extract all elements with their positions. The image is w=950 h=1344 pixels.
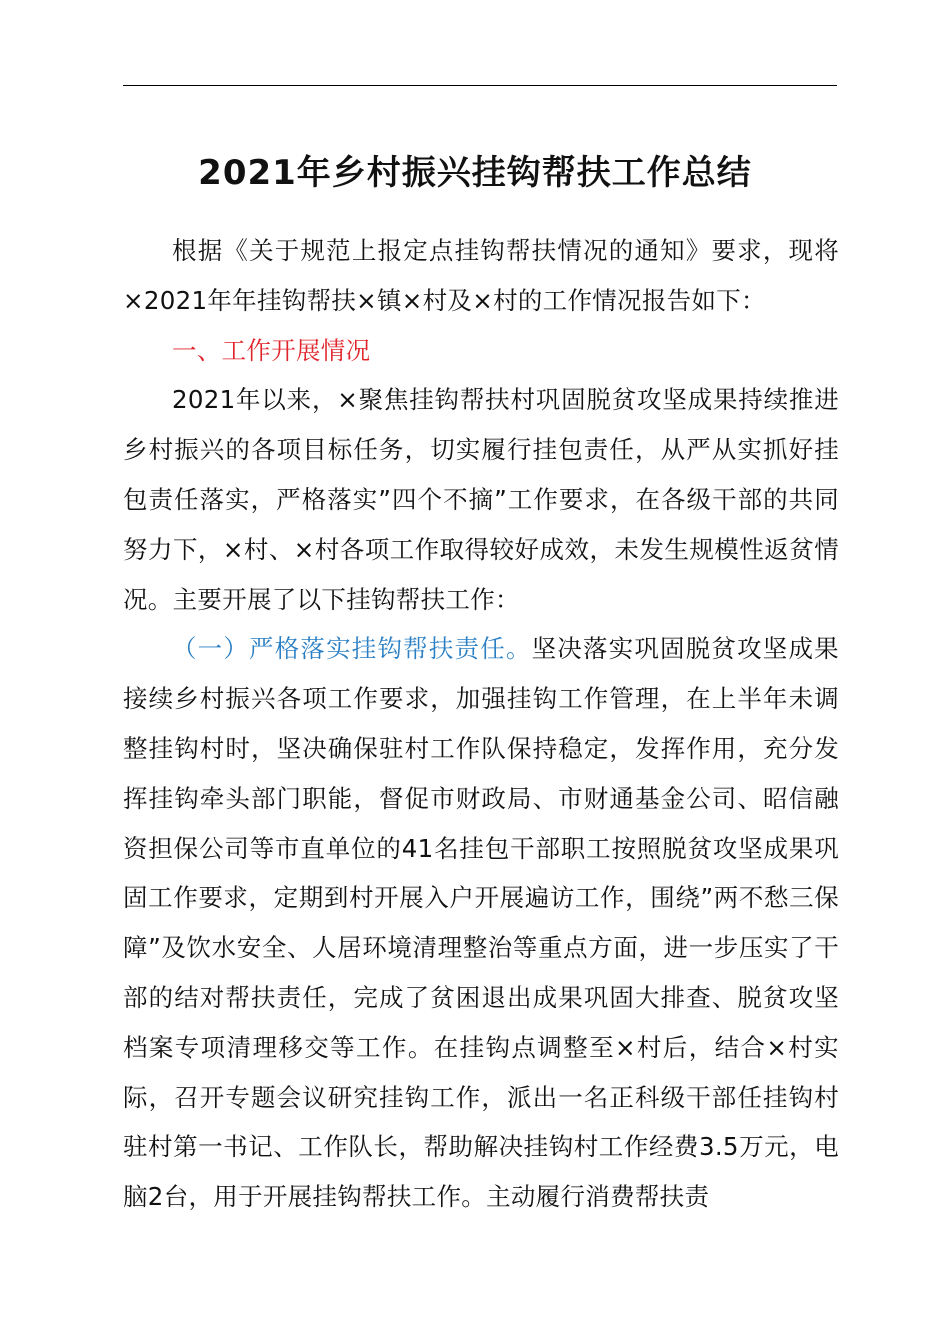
- header-rule: [123, 85, 837, 86]
- subsection-body: 坚决落实巩固脱贫攻坚成果接续乡村振兴各项工作要求，加强挂钩工作管理，在上半年未调整挂钩村时，坚决确保驻村工作队保持稳定，发挥作用，充分发挥挂钩牵头部门职能，督促市财政局、市财通基金公司、昭信融资担保公司等市直单位的41名挂包干部职工按照脱贫攻坚成果巩固工作要求，定期到村开展入户开展遍访工作，围绕”两不愁三保障”及饮水安全、人居环境清理整治等重点方面，进一步压实了干部的结对帮扶责任，完成了贫困退出成果巩固大排查、脱贫攻坚档案专项清理移交等工作。在挂钩点调整至×村后，结合×村实际，召开专题会议研究挂钩工作，派出一名正科级干部任挂钩村驻村第一书记、工作队长，帮助解决挂钩村工作经费3.5万元，电脑2台，用于开展挂钩帮扶工作。主动履行消费帮扶责: [123, 634, 839, 1212]
- subsection-heading: （一）严格落实挂钩帮扶责任。: [172, 634, 532, 664]
- section-heading: 一、工作开展情况: [172, 335, 371, 365]
- document-title: 2021年乡村振兴挂钩帮扶工作总结: [198, 153, 752, 193]
- subsection-paragraph: [123, 624, 839, 1222]
- section-paragraph: 2021年以来，×聚焦挂钩帮扶村巩固脱贫攻坚成果持续推进乡村振兴的各项目标任务，切实履行挂包责任，从严从实抓好挂包责任落实，严格落实”四个不摘”工作要求，在各级干部的共同努力下，×村、×村各项工作取得较好成效，未发生规模性返贫情况。主要开展了以下挂钩帮扶工作：: [123, 385, 839, 614]
- intro-paragraph: 根据《关于规范上报定点挂钩帮扶情况的通知》要求，现将×2021年年挂钩帮扶×镇×村及×村的工作情况报告如下：: [123, 236, 839, 315]
- document-body: [123, 226, 839, 1222]
